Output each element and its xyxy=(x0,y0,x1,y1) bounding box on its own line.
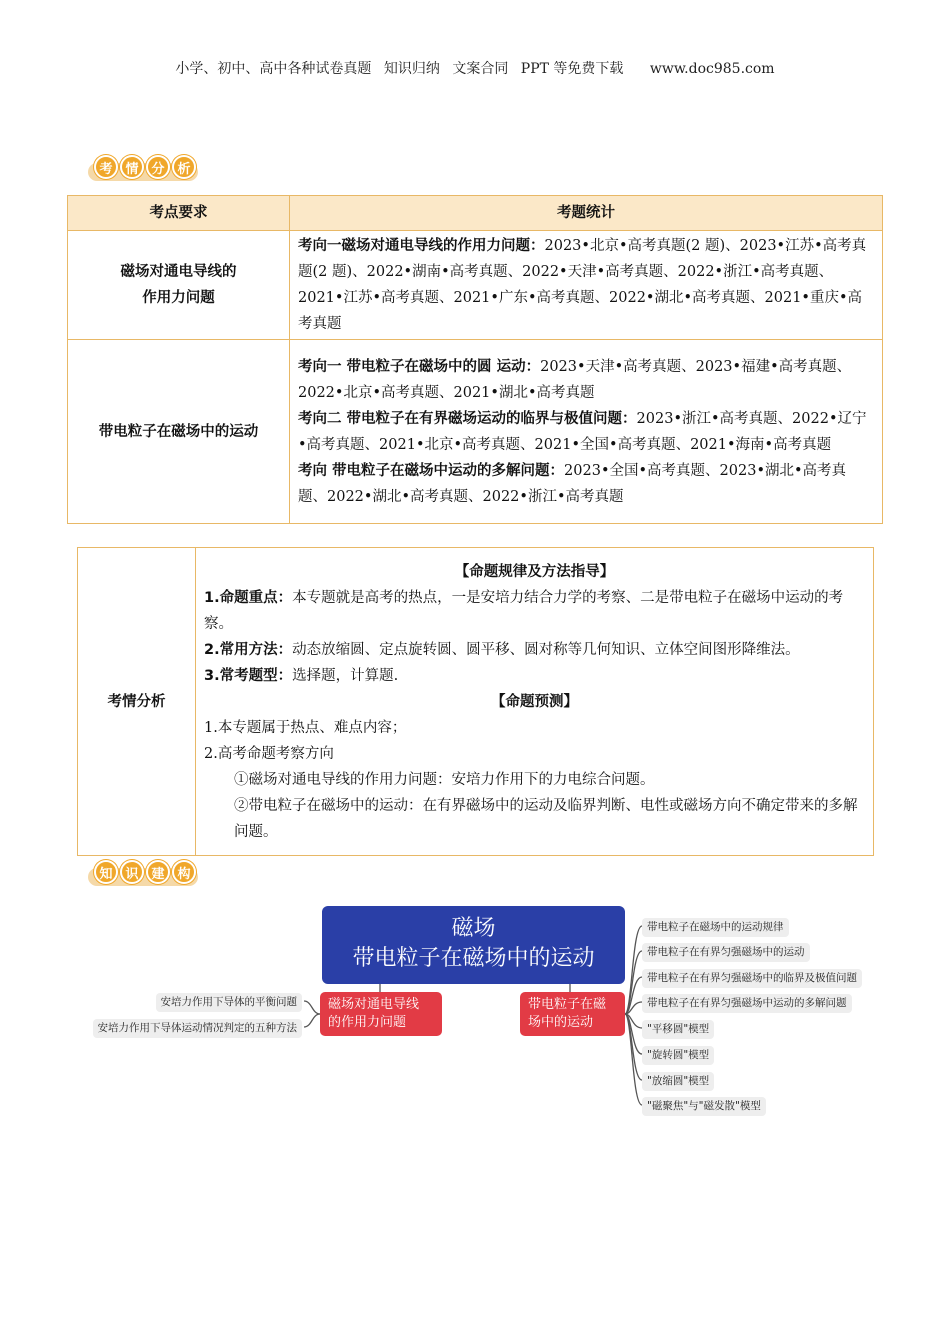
badge-char: 情 xyxy=(120,155,144,179)
prediction-line: ②带电粒子在磁场中的运动：在有界磁场中的运动及临界判断、电性或磁场方向不确定带来的多解问题。 xyxy=(234,797,858,840)
header-text-4: PPT 等免费下载 xyxy=(520,61,624,77)
col-header-requirement: 考点要求 xyxy=(68,196,290,231)
root-line: 带电粒子在磁场中的运动 xyxy=(352,946,595,971)
direction-label: 考向一 带电粒子在磁场中的圆 运动： xyxy=(298,358,541,375)
direction-text: 2023•天津•高考真题、2023•福建•高考真题、2022•北京•高考真题、2021•湖北•高考真题 xyxy=(298,358,852,401)
badge-char: 知 xyxy=(94,860,118,884)
point-label: 3.常考题型： xyxy=(204,667,293,684)
header-text-3: 文案合同 xyxy=(452,61,509,77)
row-category-line: 磁场对通电导线的 xyxy=(120,264,237,280)
root-line: 磁场 xyxy=(451,916,496,941)
leaf-node: 带电粒子在有界匀强磁场中的临界及极值问题 xyxy=(642,969,862,988)
badge-char: 构 xyxy=(172,860,196,884)
leaf-node: "磁聚焦"与"磁发散"模型 xyxy=(642,1097,766,1116)
direction-label: 考向一磁场对通电导线的作用力问题： xyxy=(298,238,545,254)
section-title: 【命题规律及方法指导】 xyxy=(454,563,615,580)
branch-line: 磁场对通电导线 xyxy=(328,997,420,1012)
leaf-node: "旋转圆"模型 xyxy=(642,1046,714,1065)
direction-label: 考向 带电粒子在磁场中运动的多解问题： xyxy=(298,462,565,479)
direction-text: 2023•全国•高考真题、2023•湖北•高考真题、2022•湖北•高考真题、2022•浙江•高考真题 xyxy=(298,462,847,505)
direction-text: 2023•浙江•高考真题、2022•辽宁•高考真题、2021•北京•高考真题、2021•全国•高考真题、2021•海南•高考真题 xyxy=(298,410,867,453)
branch-line: 的作用力问题 xyxy=(328,1015,407,1030)
point-label: 2.常用方法： xyxy=(204,641,293,658)
branch-line: 场中的运动 xyxy=(528,1015,594,1030)
badge-char: 考 xyxy=(94,155,118,179)
leaf-node: "平移圆"模型 xyxy=(642,1020,714,1039)
badge-char: 分 xyxy=(146,155,170,179)
prediction-line: ①磁场对通电导线的作用力问题：安培力作用下的力电综合问题。 xyxy=(234,771,655,788)
branch-charged-particle xyxy=(520,992,625,1036)
leaf-node: "放缩圆"模型 xyxy=(642,1072,714,1091)
point-label: 1.命题重点： xyxy=(204,589,293,606)
point-text: 选择题，计算题. xyxy=(292,667,399,684)
leaf-node: 安培力作用下导体运动情况判定的五种方法 xyxy=(93,1019,303,1038)
header-text-2: 知识归纳 xyxy=(383,61,440,77)
row-category: 考情分析 xyxy=(78,548,196,856)
direction-label: 考向二 带电粒子在有界磁场运动的临界与极值问题： xyxy=(298,410,637,427)
header-text-1: 小学、初中、高中各种试卷真题 xyxy=(175,61,372,77)
branch-ampere-force xyxy=(320,992,442,1036)
badge-char: 建 xyxy=(146,860,170,884)
point-text: 本专题就是高考的热点，一是安培力结合力学的考察、二是带电粒子在磁场中运动的考察。 xyxy=(204,589,844,632)
col-header-statistics: 考题统计 xyxy=(290,196,883,231)
leaf-node: 带电粒子在磁场中的运动规律 xyxy=(642,918,789,937)
badge-char: 识 xyxy=(120,860,144,884)
header-url: www.doc985.com xyxy=(649,61,775,77)
mind-map-root xyxy=(322,906,625,984)
row-category-line: 作用力问题 xyxy=(142,290,215,306)
branch-line: 带电粒子在磁 xyxy=(528,997,607,1012)
section-title: 【命题预测】 xyxy=(491,693,578,710)
direction-text: 2023•北京•高考真题(2 题)、2023•江苏•高考真题(2 题)、2022•湖南•高考真题、2022•天津•高考真题、2022•浙江•高考真题、2021•江苏•高考真题、2021•广东•高考真题、2022•湖北•高考真题、2021•重庆•高考真题 xyxy=(298,238,867,332)
leaf-node: 带电粒子在有界匀强磁场中的运动 xyxy=(642,943,810,962)
row-category: 带电粒子在磁场中的运动 xyxy=(68,340,290,524)
point-text: 动态放缩圆、定点旋转圆、圆平移、圆对称等几何知识、立体空间图形降维法。 xyxy=(292,641,800,658)
prediction-line: 2.高考命题考察方向 xyxy=(204,745,334,762)
prediction-line: 1.本专题属于热点、难点内容； xyxy=(204,719,407,736)
leaf-node: 安培力作用下导体的平衡问题 xyxy=(156,993,303,1012)
badge-char: 析 xyxy=(172,155,196,179)
leaf-node: 带电粒子在有界匀强磁场中运动的多解问题 xyxy=(642,994,852,1013)
